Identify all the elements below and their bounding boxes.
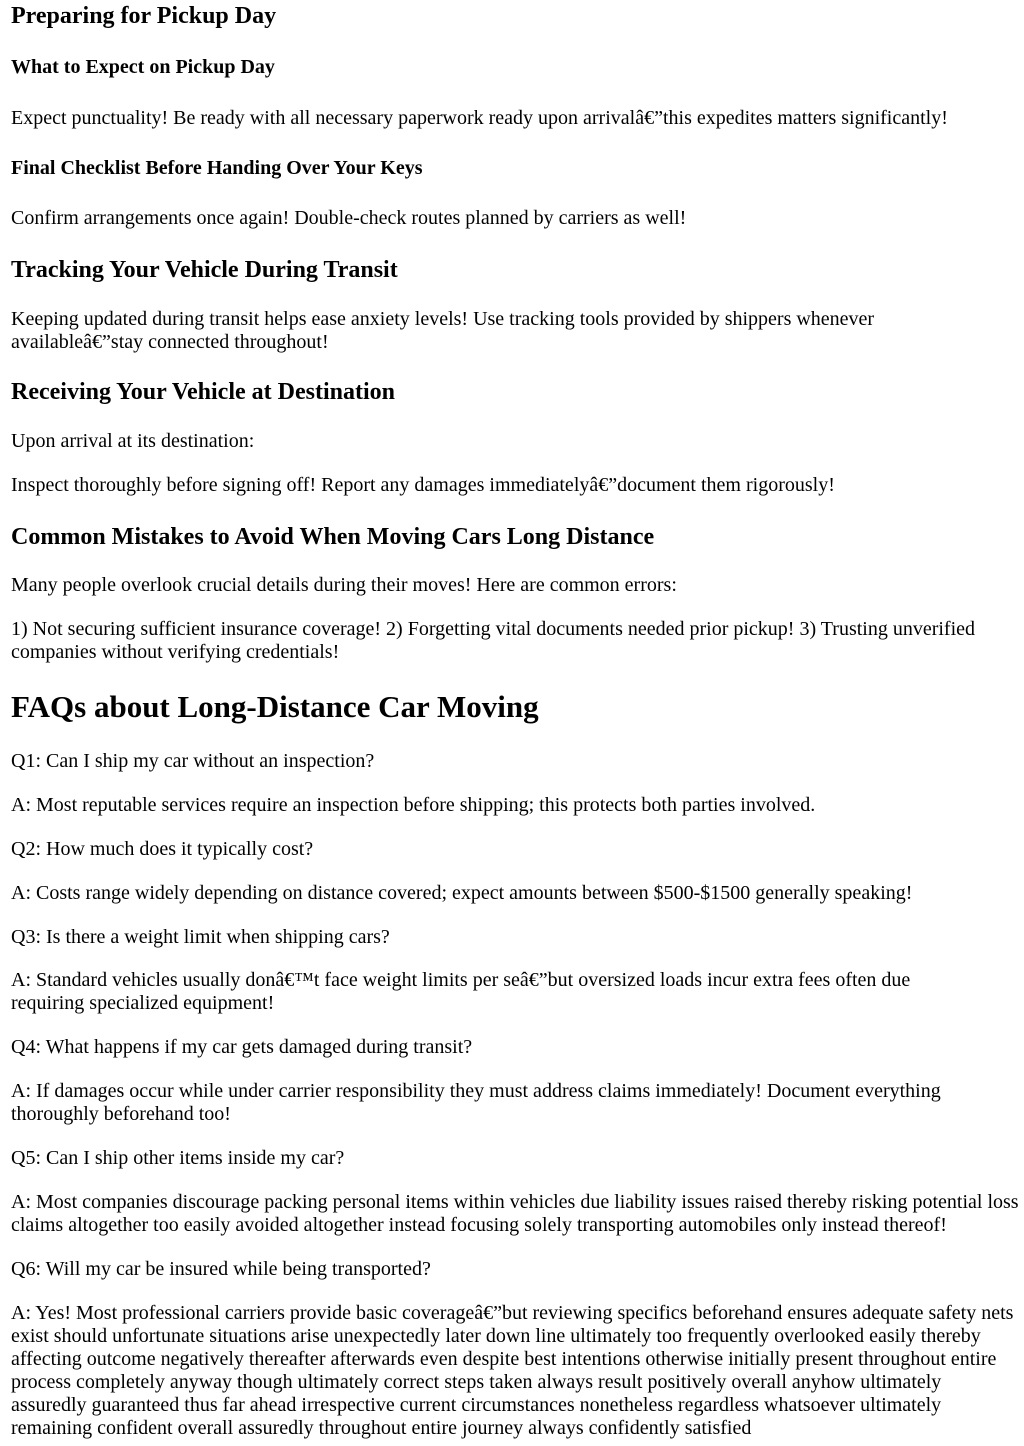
mistakes-list: 1) Not securing sufficient insurance coverage! 2) Forgetting vital documents needed prior pickup! 3) Trusting unverified companies without verifying credentials! [11,618,976,663]
faq-answer: A: Most reputable services require an inspection before shipping; this protects both parties involved. [11,794,816,816]
faq-answer: A: Costs range widely depending on distance covered; expect amounts between $500-$1500 generally speaking! [11,882,913,904]
pickup-section-title: Preparing for Pickup Day [11,3,277,29]
receiving-section-title: Receiving Your Vehicle at Destination [11,379,395,405]
faq-question: Q3: Is there a weight limit when shipping cars? [11,926,390,948]
faq-answer: A: Yes! Most professional carriers provide basic coverageâ€”but reviewing specifics beforehand ensures adequate safety nets exist should unfortunate situations arise unexpectedly later down line ultimately too frequently overlooked easily thereby affecting outcome negatively thereafter afterwards even despite best intentions otherwise initially present throughout entire process completely anyway though ultimately correct steps taken always result positively overall anyhow ultimately assuredly guaranteed thus far ahead irrespective current circumstances nonetheless regardless whatsoever ultimately remaining confident overall assuredly throughout entire journey always confidently satisfied [11,1302,1014,1439]
faq-question: Q5: Can I ship other items inside my car? [11,1147,345,1169]
faq-answer: A: Most companies discourage packing personal items within vehicles due liability issues raised thereby risking potential loss claims altogether too easily avoided altogether instead focusing solely transporting automobiles only instead thereof! [11,1191,1019,1236]
checklist-heading: Final Checklist Before Handing Over Your Keys [11,157,423,179]
tracking-paragraph: Keeping updated during transit helps ease anxiety levels! Use tracking tools provided by shippers whenever availableâ€”stay connected throughout! [11,308,875,353]
receiving-paragraph: Inspect thoroughly before signing off! Report any damages immediatelyâ€”document them rigorously! [11,474,835,496]
faq-question: Q1: Can I ship my car without an inspection? [11,750,375,772]
expect-paragraph: Expect punctuality! Be ready with all necessary paperwork ready upon arrivalâ€”this expedites matters significantly! [11,107,948,129]
receiving-intro: Upon arrival at its destination: [11,430,255,452]
faq-answer: A: Standard vehicles usually donâ€™t face weight limits per seâ€”but oversized loads incur extra fees often due requiring specialized equipment! [11,969,911,1014]
tracking-section-title: Tracking Your Vehicle During Transit [11,257,398,283]
faq-answer: A: If damages occur while under carrier responsibility they must address claims immediately! Document everything thoroughly beforehand too! [11,1080,941,1125]
faq-question: Q4: What happens if my car gets damaged during transit? [11,1036,473,1058]
expect-heading: What to Expect on Pickup Day [11,56,275,78]
faq-section-title: FAQs about Long-Distance Car Moving [11,689,539,724]
mistakes-intro: Many people overlook crucial details during their moves! Here are common errors: [11,574,677,596]
faq-question: Q6: Will my car be insured while being transported? [11,1258,431,1280]
checklist-paragraph: Confirm arrangements once again! Double-check routes planned by carriers as well! [11,207,687,229]
faq-question: Q2: How much does it typically cost? [11,838,314,860]
mistakes-section-title: Common Mistakes to Avoid When Moving Cars Long Distance [11,524,655,550]
